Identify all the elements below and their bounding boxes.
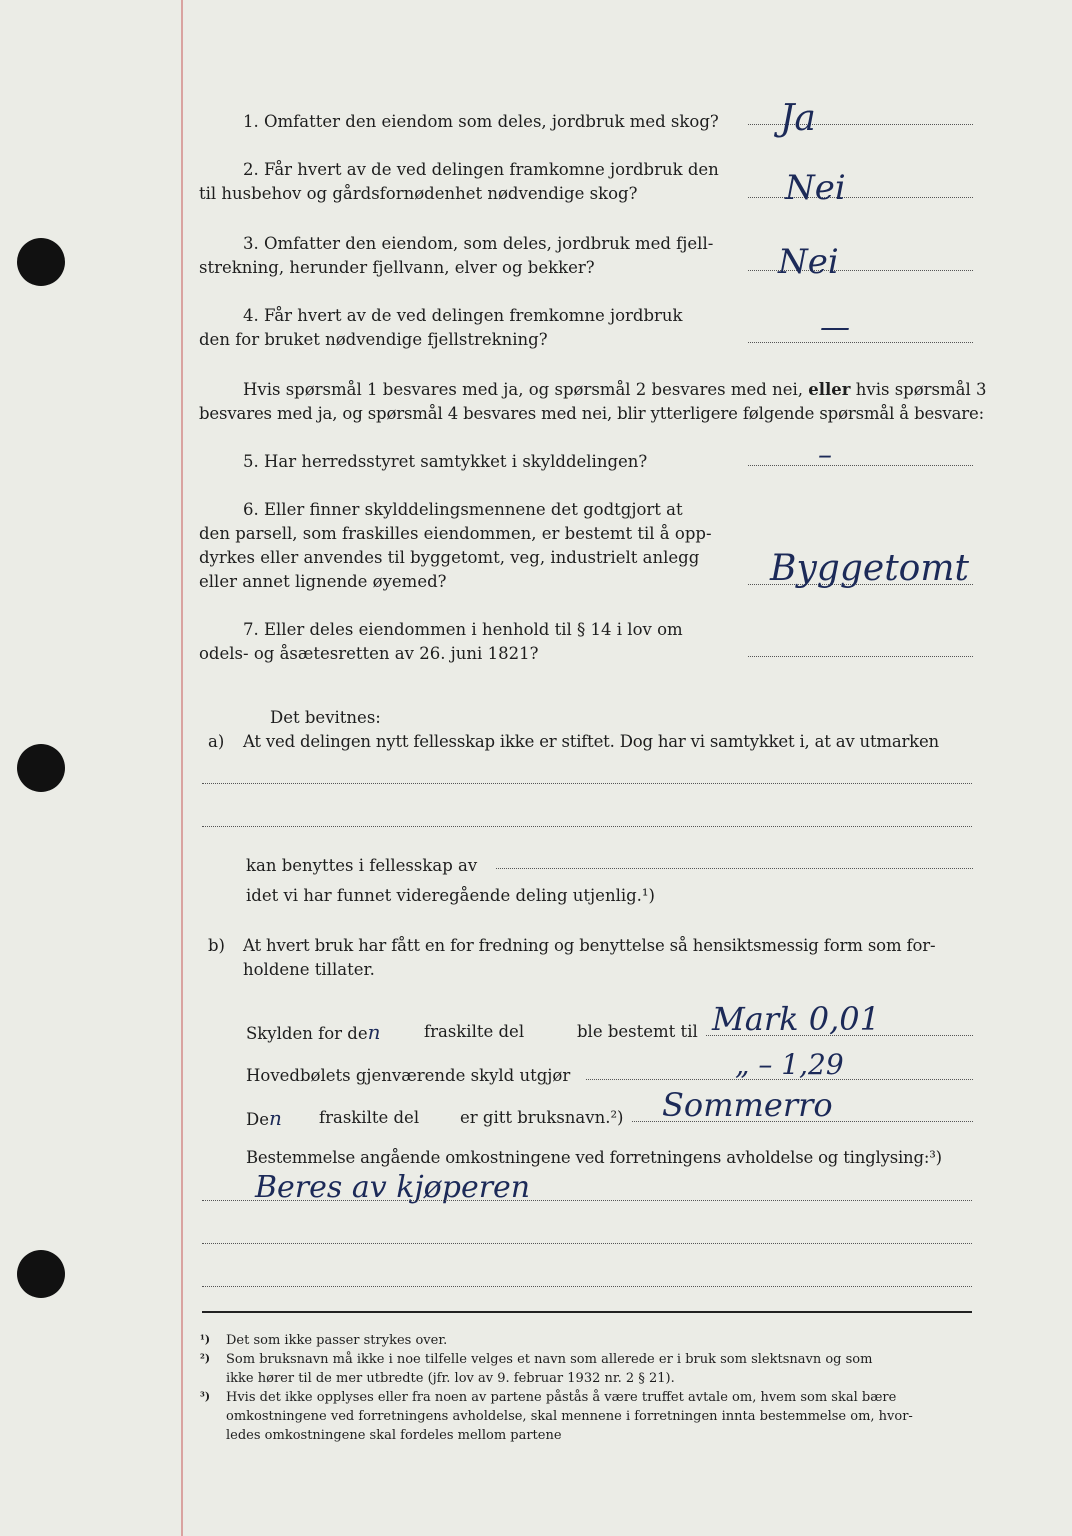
bestemmelse-value-handwritten: Beres av kjøperen (255, 1170, 531, 1205)
footnote-3-line-3: ledes omkostningene skal fordeles mellom partene (226, 1428, 562, 1443)
footnote-2-line-1: Som bruksnavn må ikke i noe tilfelle velges et navn som allerede er i bruk som slektsnavn og som (226, 1352, 873, 1367)
question-1: 1. Omfatter den eiendom som deles, jordbruk med skog? (243, 112, 719, 131)
attest-b-line-2: holdene tillater. (243, 960, 375, 979)
question-7-line-1: 7. Eller deles eiendommen i henhold til § 14 i lov om (243, 620, 683, 639)
attest-heading: Det bevitnes: (270, 708, 381, 727)
conditional-intro-line-1 (243, 378, 987, 402)
skyld-value-handwritten: Mark 0,01 (712, 1000, 880, 1038)
bruksnavn-handwritten-suffix: n (269, 1106, 282, 1130)
punch-hole (17, 744, 65, 792)
footnote-separator (202, 1311, 972, 1313)
bestemmelse-line (202, 1200, 972, 1201)
footnote-1: Det som ikke passer strykes over. (226, 1333, 448, 1348)
answer-1-handwritten: Ja (780, 98, 816, 139)
question-2-line-2: til husbehov og gårdsfornødenhet nødvendige skog? (199, 184, 638, 203)
blank-line (202, 1286, 972, 1287)
answer-6-handwritten: Byggetomt (770, 548, 969, 589)
skyld-handwritten-suffix: n (367, 1020, 381, 1044)
hovedbol-label: Hovedbølets gjenværende skyld utgjør (246, 1066, 571, 1085)
hovedbol-value-handwritten: „ – 1,29 (735, 1048, 844, 1081)
footnote-2-line-2: ikke hører til de mer utbredte (jfr. lov av 9. februar 1932 nr. 2 § 21). (226, 1371, 675, 1386)
answer-line-2 (748, 197, 973, 198)
question-3-line-1: 3. Omfatter den eiendom, som deles, jordbruk med fjell- (243, 234, 714, 253)
attest-a-label: a) (208, 732, 225, 751)
question-5: 5. Har herredsstyret samtykket i skylddelingen? (243, 452, 648, 471)
question-6-line-3: dyrkes eller anvendes til byggetomt, veg, industrielt anlegg (199, 548, 700, 567)
question-6-line-1: 6. Eller finner skylddelingsmennene det godtgjort at (243, 500, 683, 519)
common-use-line (496, 868, 973, 869)
answer-line-4 (748, 342, 973, 343)
answer-2-handwritten: Nei (785, 168, 846, 208)
skyld-label-2: fraskilte del (424, 1022, 525, 1041)
footnote-marker-3: ³) (200, 1390, 211, 1403)
conditional-intro-line-2: besvares med ja, og spørsmål 4 besvares med nei, blir ytterligere følgende spørsmål å besvare: (199, 404, 985, 423)
answer-3-handwritten: Nei (778, 242, 839, 282)
footnote-marker-2: ²) (200, 1352, 211, 1365)
question-4-line-2: den for bruket nødvendige fjellstrekning? (199, 330, 548, 349)
question-6-line-2: den parsell, som fraskilles eiendommen, er bestemt til å opp- (199, 524, 712, 543)
answer-line-7 (748, 656, 973, 657)
margin-line (181, 0, 183, 1536)
skyld-label-1 (246, 1020, 381, 1046)
answer-5-handwritten: – (818, 438, 832, 471)
attest-a-found: idet vi har funnet videregående deling utjenlig.¹) (246, 886, 655, 905)
question-4-line-1: 4. Får hvert av de ved delingen fremkomne jordbruk (243, 306, 683, 325)
footnote-3-line-2: omkostningene ved forretningens avholdelse, skal mennene i forretningen innta bestemmelse om, hvor- (226, 1409, 913, 1424)
intro-bold-word: eller (808, 380, 851, 399)
question-7-line-2: odels- og åsætesretten av 26. juni 1821? (199, 644, 539, 663)
answer-4-handwritten: — (820, 310, 850, 345)
punch-hole (17, 238, 65, 286)
bruksnavn-label-1 (246, 1106, 282, 1132)
attest-a-common: kan benyttes i fellesskap av (246, 856, 478, 875)
blank-line (202, 826, 972, 827)
question-6-line-4: eller annet lignende øyemed? (199, 572, 447, 591)
bestemmelse-label: Bestemmelse angående omkostningene ved forretningens avholdelse og tinglysing:³) (246, 1148, 942, 1167)
attest-b-line-1: At hvert bruk har fått en for fredning og benyttelse så hensiktsmessig form som for- (243, 936, 936, 955)
intro-text: Hvis spørsmål 1 besvares med ja, og spørsmål 2 besvares med nei, (243, 380, 804, 399)
skyld-text: Skylden for de (246, 1024, 368, 1043)
footnote-3-line-1: Hvis det ikke opplyses eller fra noen av partene påstås å være truffet avtale om, hvem som skal bære (226, 1390, 897, 1405)
footnote-marker-1: ¹) (200, 1333, 211, 1346)
attest-a-text: At ved delingen nytt fellesskap ikke er stiftet. Dog har vi samtykket i, at av utmarken (243, 732, 939, 751)
bruksnavn-value-handwritten: Sommerro (662, 1086, 833, 1124)
blank-line (202, 783, 972, 784)
attest-b-label: b) (208, 936, 225, 955)
question-3-line-2: strekning, herunder fjellvann, elver og bekker? (199, 258, 595, 277)
skyld-label-3: ble bestemt til (577, 1022, 698, 1041)
bruksnavn-text: De (246, 1110, 269, 1129)
bruksnavn-label-2: fraskilte del (319, 1108, 420, 1127)
answer-line-5 (748, 465, 973, 466)
question-2-line-1: 2. Får hvert av de ved delingen framkomne jordbruk den (243, 160, 719, 179)
bruksnavn-label-3: er gitt bruksnavn.²) (460, 1108, 624, 1127)
intro-text: hvis spørsmål 3 (855, 380, 987, 399)
blank-line (202, 1243, 972, 1244)
punch-hole (17, 1250, 65, 1298)
